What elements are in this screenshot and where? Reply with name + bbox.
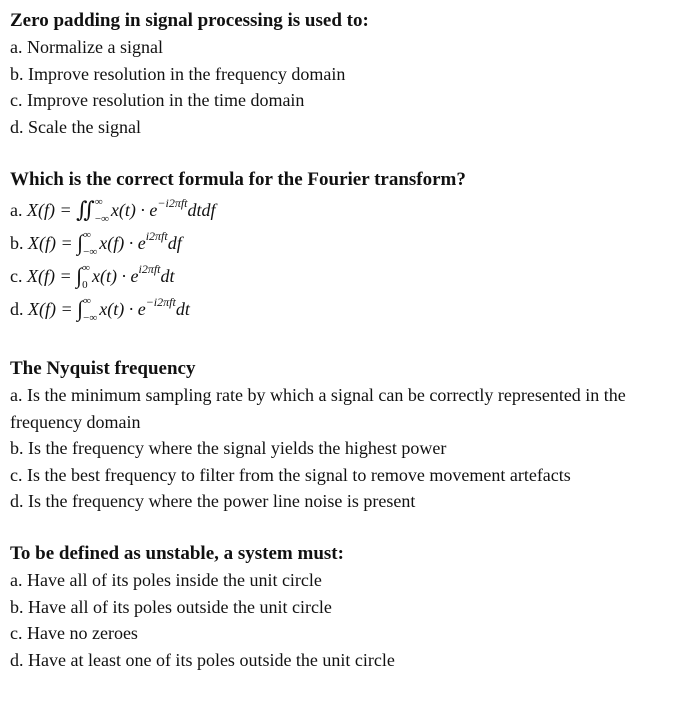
- question-title: Zero padding in signal processing is used to:: [10, 10, 369, 31]
- formula-differential: dt: [175, 299, 190, 319]
- integral-limits: ∞ −∞: [83, 228, 98, 258]
- formula-body: x(t) · e: [92, 266, 139, 286]
- question-title: Which is the correct formula for the Fourier transform?: [10, 169, 466, 190]
- answer-option-c[interactable]: c. Is the best frequency to filter from the signal to remove movement artefacts: [10, 464, 571, 485]
- formula-exponent: i2πft: [138, 262, 161, 276]
- answer-option-a[interactable]: a. Normalize a signal: [10, 37, 163, 57]
- option-letter: a.: [10, 200, 23, 220]
- answer-option-d[interactable]: [10, 292, 686, 325]
- formula-differential: df: [167, 233, 182, 253]
- formula-lhs: X(f) =: [27, 266, 72, 286]
- formula-exponent: −i2πft: [145, 295, 176, 309]
- question-title: The Nyquist frequency: [10, 358, 196, 379]
- answer-option-c[interactable]: c. Have no zeroes: [10, 623, 138, 643]
- question-2: [10, 167, 686, 325]
- answer-option-c[interactable]: [10, 259, 686, 292]
- answer-option-a[interactable]: a. Is the minimum sampling rate by which a signal can be correctly represented in the frequency domain: [10, 385, 626, 432]
- question-3: [10, 356, 686, 515]
- answer-option-b[interactable]: [10, 226, 686, 259]
- formula-body: x(t) · e: [99, 299, 146, 319]
- answer-option-b[interactable]: b. Is the frequency where the signal yields the highest power: [10, 438, 447, 458]
- formula-differential: dtdf: [187, 200, 216, 220]
- option-letter: b.: [10, 233, 24, 253]
- formula-lhs: X(f) =: [28, 299, 73, 319]
- answer-option-a[interactable]: [10, 193, 686, 226]
- question-1: [10, 8, 686, 140]
- answer-option-a[interactable]: a. Have all of its poles inside the unit circle: [10, 570, 322, 590]
- question-title: To be defined as unstable, a system must:: [10, 543, 344, 564]
- formula-body: x(f) · e: [99, 233, 146, 253]
- integral-symbol: ∫: [76, 263, 83, 288]
- formula-exponent: −i2πft: [157, 196, 188, 210]
- answer-option-b[interactable]: b. Improve resolution in the frequency domain: [10, 63, 346, 84]
- integral-limits: ∞ −∞: [94, 195, 109, 225]
- formula-lhs: X(f) =: [27, 200, 72, 220]
- option-letter: c.: [10, 266, 23, 286]
- formula-body: x(t) · e: [110, 200, 158, 220]
- double-integral-symbol: ∬: [76, 197, 95, 222]
- answer-option-d[interactable]: d. Scale the signal: [10, 116, 141, 137]
- formula-exponent: i2πft: [145, 229, 168, 243]
- integral-limits: ∞ −∞: [83, 294, 98, 324]
- integral-symbol: ∫: [77, 230, 84, 255]
- answer-option-d[interactable]: d. Have at least one of its poles outside the unit circle: [10, 649, 395, 670]
- question-4: [10, 541, 686, 673]
- answer-option-c[interactable]: c. Improve resolution in the time domain: [10, 90, 305, 110]
- option-letter: d.: [10, 299, 24, 319]
- formula-lhs: X(f) =: [28, 233, 73, 253]
- answer-option-b[interactable]: b. Have all of its poles outside the unit circle: [10, 596, 332, 617]
- integral-limits: ∞ 0: [82, 261, 91, 291]
- formula-differential: dt: [160, 266, 175, 286]
- answer-option-d[interactable]: d. Is the frequency where the power line noise is present: [10, 491, 416, 511]
- integral-symbol: ∫: [77, 296, 84, 321]
